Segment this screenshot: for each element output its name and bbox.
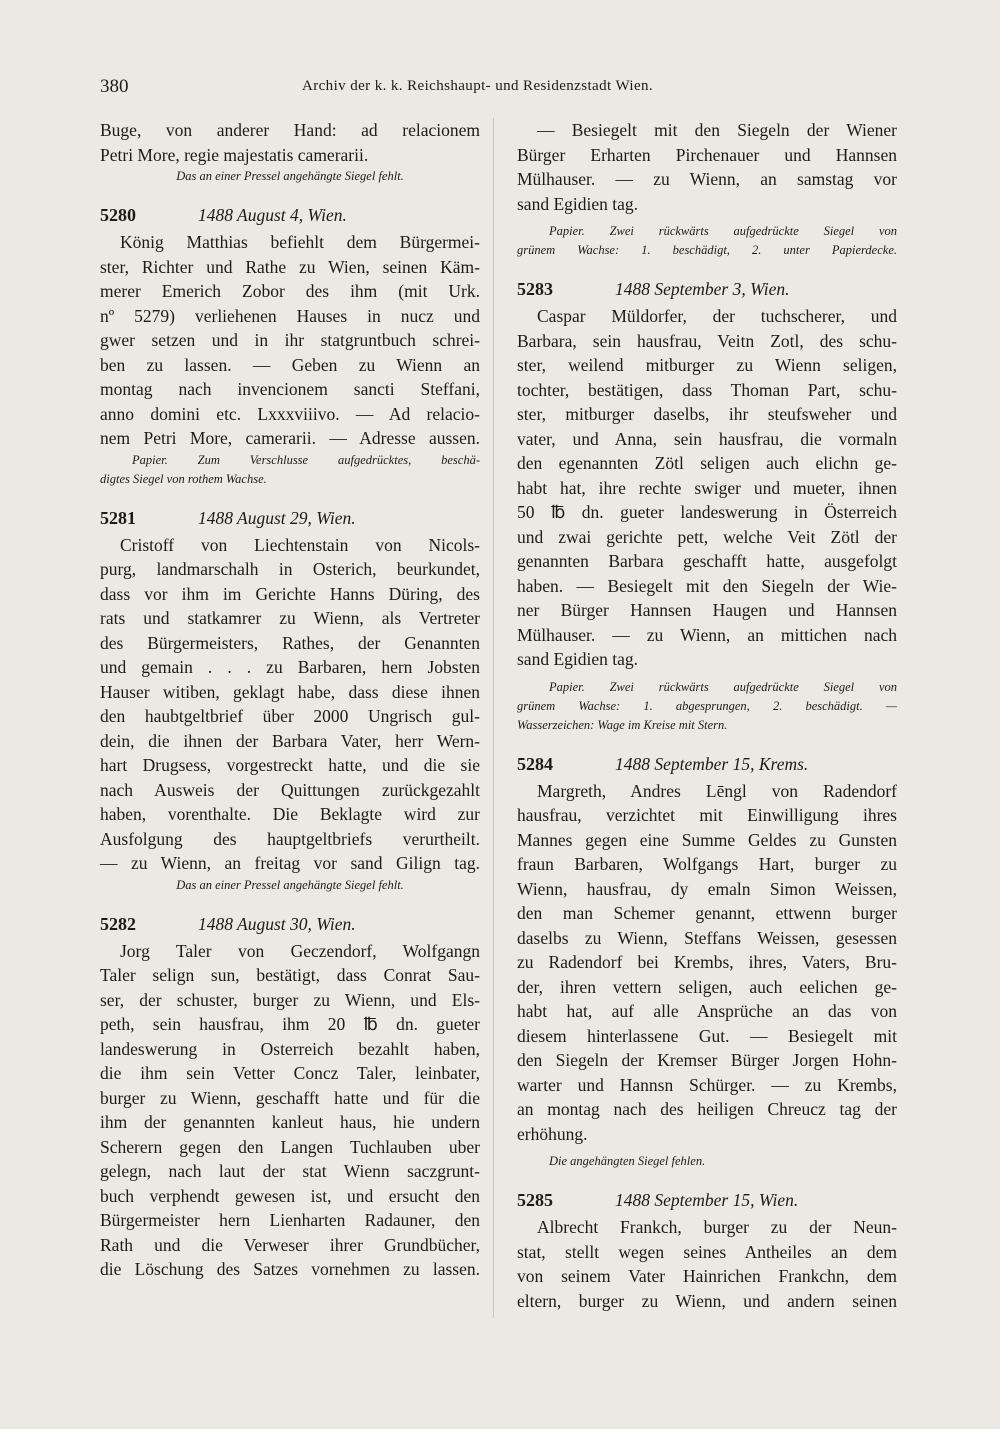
entry-date: 1488 August 4, Wien. <box>198 205 347 225</box>
text-line: haben, vorenthalte. Die Beklagte wird zur <box>100 804 480 824</box>
seal-note: Das an einer Pressel angehängte Siegel fehlt. <box>176 169 404 183</box>
text-line: ser, der schuster, burger zu Wienn, und Els- <box>100 989 480 1010</box>
text-line: montag nach invencionem sancti Steffani, <box>100 379 480 399</box>
text-line: Caspar Müldorfer, der tuchscherer, und <box>537 306 897 326</box>
text-line: habt hat, ihre rechte swiger und mueter, ihnen <box>517 477 897 498</box>
entry-5283-header <box>517 274 897 304</box>
text-line: Scherern gegen den Langen Tuchlauben uber <box>100 1136 480 1157</box>
text-line: König Matthias befiehlt dem Bürgermei- <box>120 232 480 252</box>
text-line: daselbs zu Wienn, Steffans Weissen, gesessen <box>517 927 897 948</box>
text-line: buch verphendt gewesen ist, und ersucht den <box>100 1185 480 1206</box>
entry-date: 1488 August 30, Wien. <box>198 913 356 934</box>
entry-number: 5281 <box>100 507 136 528</box>
text-line: des Bürgermeisters, Rathes, der Genannten <box>100 632 480 653</box>
text-line: ner Bürger Hannsen Haugen und Hannsen <box>517 600 897 620</box>
text-line: ster, mitburger daselbs, ihr steufsweher und <box>517 404 897 424</box>
text-line: Rath und die Verweser ihrer Grundbücher, <box>100 1234 480 1255</box>
text-line: diesem hinterlassene Gut. — Besiegelt mit <box>517 1025 897 1046</box>
entry-date: 1488 September 3, Wien. <box>615 279 790 299</box>
text-line: nº 5279) verliehenen Hauses in nucz und <box>100 305 480 326</box>
text-line: gelegn, nach laut der stat Wienn saczgrunt- <box>100 1161 480 1181</box>
text-line: — zu Wienn, an freitag vor sand Gilign tag. <box>100 853 480 873</box>
running-title: Archiv der k. k. Reichshaupt- und Residenzstadt Wien. <box>302 78 654 94</box>
text-line: ster, weilend mitburger zu Wienn seligen, <box>517 355 897 375</box>
text-line: von seinem Vater Hainrichen Frankchn, dem <box>517 1266 897 1286</box>
text-line: merer Emerich Zobor des ihm (mit Urk. <box>100 281 480 301</box>
text-line: den Siegeln der Kremser Bürger Jorgen Hohn- <box>517 1050 897 1070</box>
text-line: genannten Barbara geschafft hatte, ausgefolgt <box>517 551 897 571</box>
entry-5284-header <box>517 749 897 779</box>
text-line: Mannes gegen eine Summe Geldes zu Gunsten <box>517 829 897 850</box>
text-line: gwer setzen und in ihr statgruntbuch schrei- <box>100 330 480 350</box>
text-line: nem Petri More, camerarii. — Adresse aussen. <box>100 428 480 448</box>
text-line: peth, sein hausfrau, ihm 20 ℔ dn. gueter <box>100 1014 480 1034</box>
text-line: dass vor ihm im Gerichte Hanns Düring, des <box>100 583 480 604</box>
text-line: Cristoff von Liechtenstain von Nicols- <box>120 534 480 555</box>
text-line: den man Schemer genannt, ettwenn burger <box>517 903 897 923</box>
text-line: stat, stellt wegen seines Antheiles an dem <box>517 1241 897 1262</box>
text-line: nach Ausweis der Quittungen zurückgezahlt <box>100 779 480 800</box>
page-header <box>100 76 900 104</box>
seal-note: Papier. Zum Verschlusse aufgedrücktes, beschä- <box>132 452 480 467</box>
text-line: hausfrau, verzichtet mit Einwilligung ihres <box>517 805 897 825</box>
entry-5282-header <box>100 909 480 939</box>
seal-note: grünem Wachse: 1. abgesprungen, 2. beschädigt. — <box>517 698 897 713</box>
text-line: Margreth, Andres Lēngl von Radendorf <box>537 780 897 801</box>
seal-note: Papier. Zwei rückwärts aufgedrückte Siegel von <box>549 224 897 238</box>
text-line: an montag nach des heiligen Chreucz tag der <box>517 1099 897 1119</box>
seal-note: Die angehängten Siegel fehlen. <box>549 1154 706 1168</box>
text-line: sand Egidien tag. <box>517 193 639 214</box>
text-line: Mülhauser. — zu Wienn, an samstag vor <box>517 169 897 189</box>
text-line: rats und statkamrer zu Wienn, als Vertreter <box>100 608 480 628</box>
entry-date: 1488 September 15, Wien. <box>615 1190 799 1210</box>
text-line: den haubtgeltbrief über 2000 Ungrisch gul- <box>100 706 480 726</box>
text-line: und zwai gerichte pett, welche Veit Zötl der <box>517 526 897 547</box>
text-line: Albrecht Frankch, burger zu der Neun- <box>537 1217 897 1237</box>
right-column <box>517 118 897 1313</box>
text-line: ihm der genannten kanleut haus, hie undern <box>100 1112 480 1132</box>
left-column <box>100 118 480 1282</box>
entry-number: 5282 <box>100 913 136 934</box>
text-line: warter und Hannsn Schürger. — zu Krembs, <box>517 1074 897 1095</box>
text-line: die Löschung des Satzes vornehmen zu lassen. <box>100 1259 480 1279</box>
entry-5281-header <box>100 503 480 533</box>
text-line: Ausfolgung des hauptgeltbriefs verurtheilt. <box>100 828 480 849</box>
text-line: habt hat, auf alle Ansprüche an das von <box>517 1001 897 1021</box>
text-line: Hauser witiben, geklagt habe, dass diese ihnen <box>100 681 480 702</box>
entry-5285-header <box>517 1185 897 1215</box>
text-line: Bürger Erharten Pirchenauer und Hannsen <box>517 144 897 165</box>
text-line: fraun Barbaren, Wolfgangs Hart, burger zu <box>517 854 897 874</box>
text-line: eltern, burger zu Wienn, und andern seinen <box>517 1290 897 1311</box>
text-line: den egenannten Zötl seligen auch elichn ge- <box>517 453 897 473</box>
page-number: 380 <box>100 76 129 97</box>
text-line: und gemain . . . zu Barbaren, hern Jobsten <box>100 657 480 677</box>
text-line: tochter, bestätigen, dass Thoman Part, schu- <box>517 379 897 400</box>
text-line: hart Drugsess, vorgestreckt hatte, und die sie <box>100 755 480 775</box>
seal-note: Wasserzeichen: Wage im Kreise mit Stern. <box>517 717 728 732</box>
entry-number: 5280 <box>100 205 136 225</box>
text-line: ster, Richter und Rathe zu Wien, seinen Käm- <box>100 256 480 277</box>
text-line: vater, und Anna, sein hausfrau, die vormaln <box>517 428 897 449</box>
text-line: purg, landmarschalh in Osterich, beurkundet, <box>100 559 480 579</box>
entry-number: 5285 <box>517 1190 553 1210</box>
text-line: ben zu lassen. — Geben zu Wienn an <box>100 354 480 375</box>
seal-note: grünem Wachse: 1. beschädigt, 2. unter Papierdecke. <box>517 243 897 257</box>
text-line: erhöhung. <box>517 1123 588 1144</box>
text-line: der, ihren vettern seligen, auch eelichen ge- <box>517 976 897 997</box>
text-line: dein, die ihnen der Barbara Vater, herr Wern- <box>100 730 480 751</box>
entry-date: 1488 August 29, Wien. <box>198 507 356 528</box>
text-line: die ihm sein Vetter Concz Taler, leinbater, <box>100 1063 480 1083</box>
column-divider <box>493 118 494 1318</box>
seal-note: Papier. Zwei rückwärts aufgedrückte Siegel von <box>549 679 897 694</box>
text-line: Bürgermeister hern Lienharten Radauner, den <box>100 1210 480 1230</box>
text-line: — Besiegelt mit den Siegeln der Wiener <box>537 120 897 140</box>
text-line: Taler selign sun, bestätigt, dass Conrat Sau- <box>100 965 480 985</box>
seal-note: Das an einer Pressel angehängte Siegel fehlt. <box>176 877 404 892</box>
text-line: sand Egidien tag. <box>517 649 639 669</box>
entry-number: 5283 <box>517 279 553 299</box>
text-line: Wienn, hausfrau, dy emaln Simon Weissen, <box>517 878 897 899</box>
seal-note: digtes Siegel von rothem Wachse. <box>100 471 267 486</box>
text-line: 50 ℔ dn. gueter landeswerung in Österreich <box>517 502 897 522</box>
text-line: landeswerung in Osterreich bezahlt haben, <box>100 1038 480 1059</box>
text-line: zu Radendorf bei Krembs, ihres, Vaters, Bru- <box>517 952 897 972</box>
text-line: Petri More, regie majestatis camerarii. <box>100 144 369 165</box>
text-line: Jorg Taler von Geczendorf, Wolfgangn <box>120 940 480 961</box>
entry-5280-header <box>100 200 480 230</box>
entry-number: 5284 <box>517 753 553 774</box>
text-line: Barbara, sein hausfrau, Veitn Zotl, des schu- <box>517 330 897 351</box>
text-line: burger zu Wienn, geschafft hatte und für die <box>100 1087 480 1108</box>
text-line: anno domini etc. Lxxxviiivo. — Ad relacio- <box>100 403 480 424</box>
text-line: Buge, von anderer Hand: ad relacionem <box>100 120 480 140</box>
entry-date: 1488 September 15, Krems. <box>615 753 809 774</box>
text-line: Mülhauser. — zu Wienn, an mittichen nach <box>517 624 897 645</box>
text-line: haben. — Besiegelt mit den Siegeln der Wie- <box>517 575 897 596</box>
